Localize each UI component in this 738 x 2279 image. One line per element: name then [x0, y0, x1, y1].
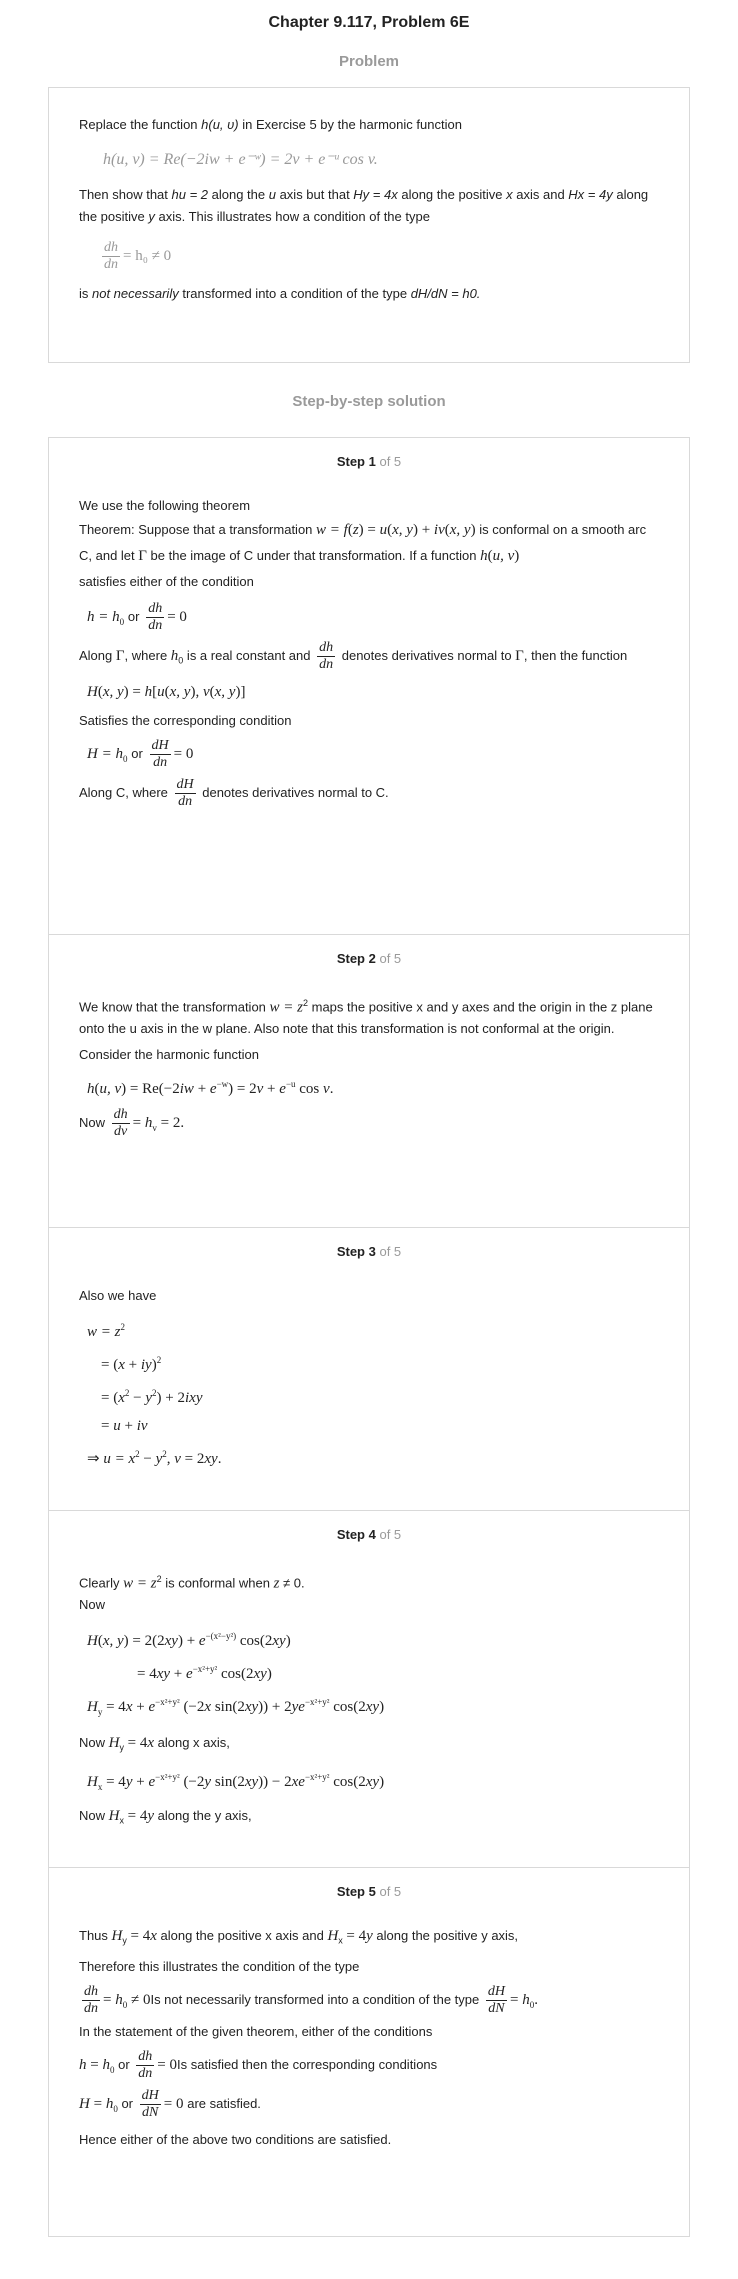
- step-4-title: Step 4 of 5: [336, 1527, 402, 1542]
- step4-hx: Now $H_x = 4y$ along the y axis,: [79, 1807, 252, 1826]
- step5-text-6: $H = h_0$ or $\frac{dH}{dN}$ = 0 are satisfied.: [79, 2087, 261, 2120]
- step4-hy: Now $H_y = 4x$ along x axis,: [79, 1735, 230, 1753]
- step3-text-1: Also we have: [79, 1288, 157, 1303]
- step5-text-5: $h = h_0$ or $\frac{dh}{dn}$ = 0Is satisfied then the corresponding conditions: [79, 2048, 438, 2081]
- step2-harmonic: h(u, $v) = Re(-2iw + e^{-w}) = 2v + e^{-u}$ cos v.: [87, 1079, 334, 1098]
- step4-clearly: Clearly $w = z^2$ is conformal when z ≠ 0.: [79, 1574, 305, 1592]
- page-title: Chapter 9.117, Problem 6E: [268, 14, 470, 31]
- step-3-title: Step 3 of 5: [336, 1244, 402, 1259]
- step-1-title: Step 1 of 5: [336, 454, 402, 469]
- step-3: [48, 1228, 690, 1511]
- step5-text-7: Hence either of the above two conditions are satisfied.: [79, 2131, 392, 2147]
- solution-heading: Step-by-step solution: [292, 393, 446, 410]
- step2-now: Now $\frac{dh}{dv}$ = $h_v = 2$.: [79, 1107, 185, 1140]
- harmonic-formula: h(u, v) = Re(−2iw + e⁻ʷ) = 2v + e⁻ᵘ cos v.: [103, 151, 378, 168]
- step1-condition: $h = h_0$ or $\frac{dh}{dn}$ = 0: [87, 601, 187, 633]
- step-2: [48, 935, 690, 1228]
- step2-text-1: We know that the transformation $w = z^2$ maps the positive x and y axes and the origin in the z plane onto the u axis in the w plane. Also note that this transformation is not conformal at the origin.: [79, 998, 653, 1037]
- step-5: [48, 1868, 690, 2237]
- problem-heading: Problem: [338, 53, 399, 70]
- step1-text-1: We use the following theorem: [79, 498, 251, 513]
- step5-text-4: In the statement of the given theorem, either of the conditions: [79, 2023, 433, 2039]
- step-4: [48, 1511, 690, 1868]
- problem-text-1: Replace the function h(u, υ) in Exercise 5 by the harmonic function: [79, 117, 462, 132]
- step5-text-1: Thus $H_y = 4x$ along the positive x axis and $H_x = 4y$ along the positive y axis,: [79, 1928, 519, 1946]
- step1-text-3: Along Γ, where $h_0$ is a real constant and $\frac{dh}{dn}$ denotes derivatives normal to Γ, then the function: [79, 640, 628, 672]
- step1-theorem: Theorem: Suppose that a transformation w = f(z) = u(x, y) + iv(x, y) is conformal on a smooth arc C, and let Γ be the image of C under that transformation. If a function h(u, v) satisfies either of the condition: [79, 522, 647, 589]
- step3-derivation: $w = z^2$ = (x + iy)$^2$ = $(x^2 - y^2) + 2ixy$ = u + iv ⇒ $u = x^2 - y^2$, v = 2xy.: [87, 1322, 222, 1467]
- problem-text-2: Then show that hu = 2 along the u axis but that Hy = 4x along the positive x axis and Hx = 4y along the positive y axis. This illustrates how a condition of the type: [79, 187, 649, 224]
- step-5-title: Step 5 of 5: [336, 1884, 402, 1899]
- step5-text-3: $\frac{dh}{dn}$ = $h_0 \ne 0Is$ not necessarily transformed into a condition of the type $\frac{dH}{dN}$ = $h_0$.: [84, 1983, 538, 2016]
- problem-text-3: is not necessarily transformed into a condition of the type dH/dN = h0.: [79, 286, 481, 301]
- step-2-title: Step 2 of 5: [336, 951, 402, 966]
- step5-text-2: Therefore this illustrates the condition of the type: [79, 1958, 360, 1974]
- step1-corresponding-condition: $H = h_0$ or $\frac{dH}{dn}$ = 0: [87, 737, 194, 770]
- step2-text-2: Consider the harmonic function: [79, 1047, 259, 1063]
- step4-Hx: $H_x = 4y + e^{-x^2+y^2}$ (−2y $\sin(2xy)) - 2xe^{-x^2+y^2}$ cos(2xy): [87, 1771, 385, 1792]
- step-1: [48, 437, 690, 935]
- step1-text-4: Satisfies the corresponding condition: [79, 712, 292, 728]
- step1-H-definition: H(x, y) = h[u(x, y), v(x, y)]: [87, 683, 246, 700]
- problem-panel: [48, 87, 690, 363]
- step4-now: Now: [79, 1597, 106, 1613]
- condition-formula: $\frac{dh}{dn}$ = h₀ ≠ 0: [104, 240, 172, 272]
- step1-text-5: Along C, where $\frac{dH}{dn}$ denotes derivatives normal to C.: [79, 776, 389, 809]
- step4-H: H(x, $y) = 2(2xy) + e^{-(x^2-y^2)}$ cos(2xy) = $4xy + e^{-x^2+y^2}$ cos(2xy) $H_y = 4x + e^{-x^2+y^2}$ (−2x $\sin(2xy)) + 2ye^{-x^2+y^2}$ cos(2xy): [87, 1631, 385, 1718]
